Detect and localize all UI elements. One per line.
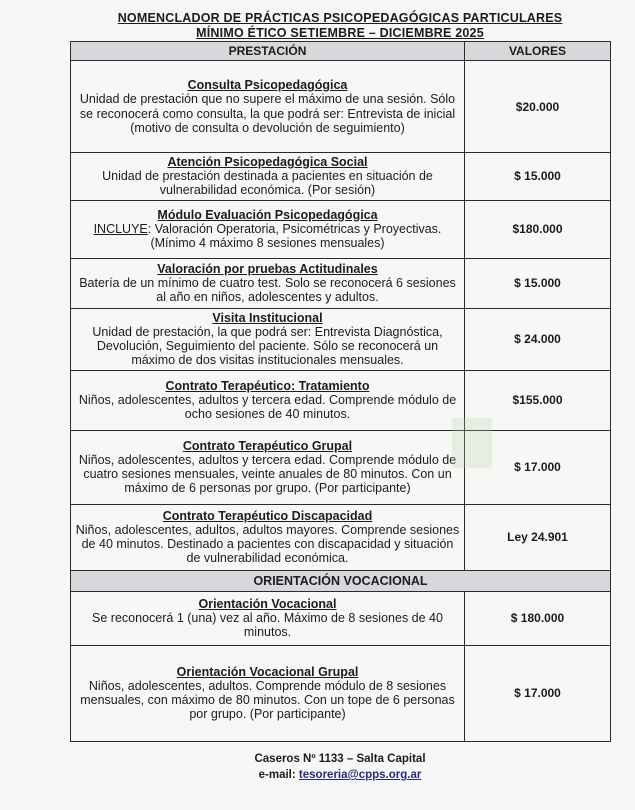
row-name: Atención Psicopedagógica Social bbox=[167, 155, 368, 169]
row-description bbox=[71, 504, 465, 570]
table-row bbox=[71, 645, 611, 741]
row-description bbox=[71, 200, 465, 258]
table-header-row bbox=[71, 42, 611, 61]
email-link[interactable]: tesoreria@cpps.org.ar bbox=[298, 769, 422, 781]
table-row bbox=[71, 61, 611, 153]
table-row bbox=[71, 370, 611, 430]
section-header-row bbox=[71, 570, 611, 591]
row-name: Contrato Terapéutico Discapacidad bbox=[162, 508, 373, 523]
row-value: $20.000 bbox=[465, 61, 611, 153]
row-description bbox=[71, 61, 465, 153]
row-text: Niños, adolescentes, adultos y tercera edad. Comprende módulo de cuatro sesiones mensuales, veinte anuales de 80 minutos. Con un máximo de 6 personas por grupo. (Por participante) bbox=[78, 452, 457, 496]
column-header-valores: VALORES bbox=[465, 42, 611, 61]
row-description bbox=[71, 258, 465, 308]
row-text: Unidad de prestación destinada a pacientes en situación de vulnerabilidad económica. (Por sesión) bbox=[102, 169, 433, 198]
column-header-prestacion: PRESTACIÓN bbox=[71, 42, 465, 61]
row-text: : Valoración Operatoria, Psicométricas y Proyectivas. (Mínimo 4 máximo 8 sesiones mensuales) bbox=[147, 222, 442, 251]
row-name: Visita Institucional bbox=[212, 310, 323, 325]
row-name: Módulo Evaluación Psicopedagógica bbox=[157, 207, 378, 222]
paper-stain bbox=[452, 418, 492, 468]
fee-table bbox=[70, 41, 611, 742]
row-text: Niños, adolescentes, adultos. Comprende módulo de 8 sesiones mensuales, con máximo de 80 minutos. Con un tope de 6 personas por grupo. (Por participante) bbox=[80, 678, 455, 722]
email-label: e-mail: bbox=[258, 769, 296, 781]
footer-email-line bbox=[70, 767, 610, 783]
row-value: $ 180.000 bbox=[465, 591, 611, 645]
row-value: $180.000 bbox=[465, 200, 611, 258]
row-description bbox=[71, 370, 465, 430]
row-value: $ 24.000 bbox=[465, 308, 611, 370]
document-subtitle: MÍNIMO ÉTICO SETIEMBRE – DICIEMBRE 2025 bbox=[196, 26, 484, 40]
row-value: $ 15.000 bbox=[465, 153, 611, 201]
footer-address: Caseros Nº 1133 – Salta Capital bbox=[254, 753, 426, 765]
row-name: Valoración por pruebas Actitudinales bbox=[157, 261, 378, 276]
row-description bbox=[71, 591, 465, 645]
row-text: Se reconocerá 1 (una) vez al año. Máximo de 8 sesiones de 40 minutos. bbox=[92, 611, 443, 640]
row-text: Unidad de prestación, la que podrá ser: Entrevista Diagnóstica, Devolución, Seguimiento del paciente. Sólo se reconocerá un máximo de dos visitas institucionales mensuales. bbox=[92, 324, 443, 368]
includes-label: INCLUYE bbox=[93, 222, 148, 236]
row-name: Contrato Terapéutico Grupal bbox=[182, 438, 353, 453]
document-title: NOMENCLADOR DE PRÁCTICAS PSICOPEDAGÓGICAS PARTICULARES bbox=[117, 11, 563, 25]
row-value: $ 15.000 bbox=[465, 258, 611, 308]
table-row bbox=[71, 308, 611, 370]
row-name: Orientación Vocacional Grupal bbox=[176, 664, 359, 679]
table-row bbox=[71, 430, 611, 504]
row-text: Niños, adolescentes, adultos, adultos mayores. Comprende sesiones de 40 minutos. Destinado a pacientes con discapacidad y situación de vulnerabilidad económica. bbox=[75, 522, 460, 566]
row-text: Niños, adolescentes, adultos y tercera edad. Comprende módulo de ocho sesiones de 40 minutos. bbox=[78, 393, 457, 422]
table-row bbox=[71, 153, 611, 201]
row-name: Orientación Vocacional bbox=[198, 596, 337, 611]
table-row bbox=[71, 504, 611, 570]
table-row bbox=[71, 258, 611, 308]
row-value: Ley 24.901 bbox=[465, 504, 611, 570]
row-name: Consulta Psicopedagógica bbox=[187, 78, 348, 93]
row-value: $ 17.000 bbox=[465, 430, 611, 504]
row-name: Contrato Terapéutico: Tratamiento bbox=[165, 378, 370, 393]
row-description bbox=[71, 308, 465, 370]
table-row bbox=[71, 591, 611, 645]
row-text: Unidad de prestación que no supere el máximo de una sesión. Sólo se reconocerá como consulta, la que podrá ser: Entrevista de inicial (motivo de consulta o devolución de seguimiento) bbox=[79, 92, 456, 135]
table-row bbox=[71, 200, 611, 258]
row-description bbox=[71, 153, 465, 201]
row-value: $155.000 bbox=[465, 370, 611, 430]
row-description bbox=[71, 430, 465, 504]
row-description bbox=[71, 645, 465, 741]
row-text: Batería de un mínimo de cuatro test. Solo se reconocerá 6 sesiones al año en niños, adolescentes y adultos. bbox=[79, 276, 456, 305]
section-title: ORIENTACIÓN VOCACIONAL bbox=[71, 570, 611, 591]
row-value: $ 17.000 bbox=[465, 645, 611, 741]
